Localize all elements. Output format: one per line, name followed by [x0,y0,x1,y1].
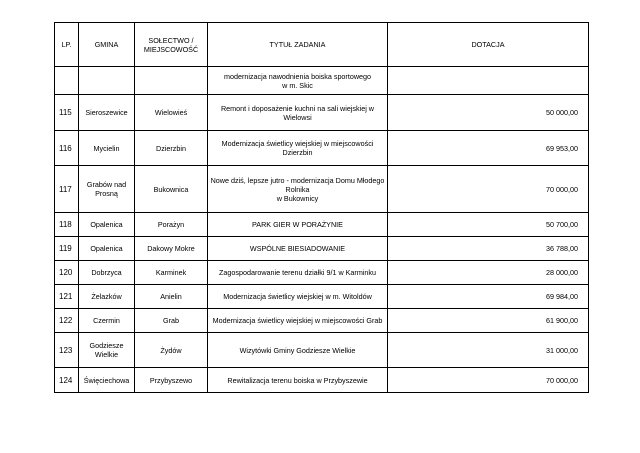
header-dotacja: DOTACJA [388,23,589,67]
cell-solectwo: Bukownica [135,166,208,213]
cell-tytul: Remont i doposażenie kuchni na sali wiejskiej w Wielowsi [208,95,388,131]
cell-gmina: Grabów nad Prosną [79,166,135,213]
cell-lp: 120 [55,261,79,285]
cell-lp: 118 [55,213,79,237]
table-row [55,95,589,131]
cell-gmina [79,67,135,95]
cell-tytul: Modernizacja świetlicy wiejskiej w m. Witoldów [208,285,388,309]
cell-solectwo: Dakowy Mokre [135,237,208,261]
cell-tytul: WSPÓLNE BIESIADOWANIE [208,237,388,261]
header-solectwo: SOŁECTWO / MIEJSCOWOŚĆ [135,23,208,67]
cell-gmina: Sieroszewice [79,95,135,131]
cell-solectwo: Dzierzbin [135,131,208,166]
cell-gmina: Opalenica [79,213,135,237]
cell-dotacja [388,67,589,95]
cell-solectwo: Karminek [135,261,208,285]
cell-solectwo: Anielin [135,285,208,309]
cell-gmina: Żelazków [79,285,135,309]
cell-lp: 115 [55,95,79,131]
header-gmina: GMINA [79,23,135,67]
table-row [55,261,589,285]
cell-dotacja: 31 000,00 [388,333,589,368]
cell-solectwo: Przybyszewo [135,368,208,393]
cell-dotacja: 28 000,00 [388,261,589,285]
table-row [55,285,589,309]
table-row [55,309,589,333]
header-tytul: TYTUŁ ZADANIA [208,23,388,67]
cell-gmina: Czermin [79,309,135,333]
cell-lp: 121 [55,285,79,309]
cell-tytul: PARK GIER W PORAŻYNIE [208,213,388,237]
cell-tytul: Modernizacja świetlicy wiejskiej w miejscowości Grab [208,309,388,333]
cell-lp: 119 [55,237,79,261]
table-row [55,333,589,368]
table-row [55,237,589,261]
grant-table [54,22,589,393]
cell-dotacja: 50 700,00 [388,213,589,237]
cell-solectwo: Wielowieś [135,95,208,131]
cell-gmina: Święciechowa [79,368,135,393]
cell-tytul: Modernizacja świetlicy wiejskiej w miejscowości Dzierzbin [208,131,388,166]
table-row [55,67,589,95]
cell-gmina: Opalenica [79,237,135,261]
cell-dotacja: 36 788,00 [388,237,589,261]
cell-lp: 116 [55,131,79,166]
table-row [55,368,589,393]
cell-tytul: Nowe dziś, lepsze jutro - modernizacja Domu Młodego Rolnika w Bukownicy [208,166,388,213]
table-row [55,213,589,237]
cell-lp: 123 [55,333,79,368]
cell-dotacja: 70 000,00 [388,166,589,213]
cell-solectwo: Grab [135,309,208,333]
cell-lp: 124 [55,368,79,393]
cell-gmina: Mycielin [79,131,135,166]
cell-gmina: Godziesze Wielkie [79,333,135,368]
cell-tytul: Zagospodarowanie terenu działki 9/1 w Karminku [208,261,388,285]
table-header-row [55,23,589,67]
cell-dotacja: 69 953,00 [388,131,589,166]
cell-lp [55,67,79,95]
cell-lp: 122 [55,309,79,333]
cell-dotacja: 69 984,00 [388,285,589,309]
cell-solectwo: Porażyn [135,213,208,237]
cell-tytul: Rewitalizacja terenu boiska w Przybyszewie [208,368,388,393]
cell-dotacja: 61 900,00 [388,309,589,333]
cell-dotacja: 70 000,00 [388,368,589,393]
cell-lp: 117 [55,166,79,213]
cell-solectwo [135,67,208,95]
cell-tytul: modernizacja nawodnienia boiska sportowego w m. Skic [208,67,388,95]
cell-dotacja: 50 000,00 [388,95,589,131]
cell-tytul: Wizytówki Gminy Godziesze Wielkie [208,333,388,368]
table-row [55,166,589,213]
cell-solectwo: Żydów [135,333,208,368]
cell-gmina: Dobrzyca [79,261,135,285]
header-lp: LP. [55,23,79,67]
table-row [55,131,589,166]
